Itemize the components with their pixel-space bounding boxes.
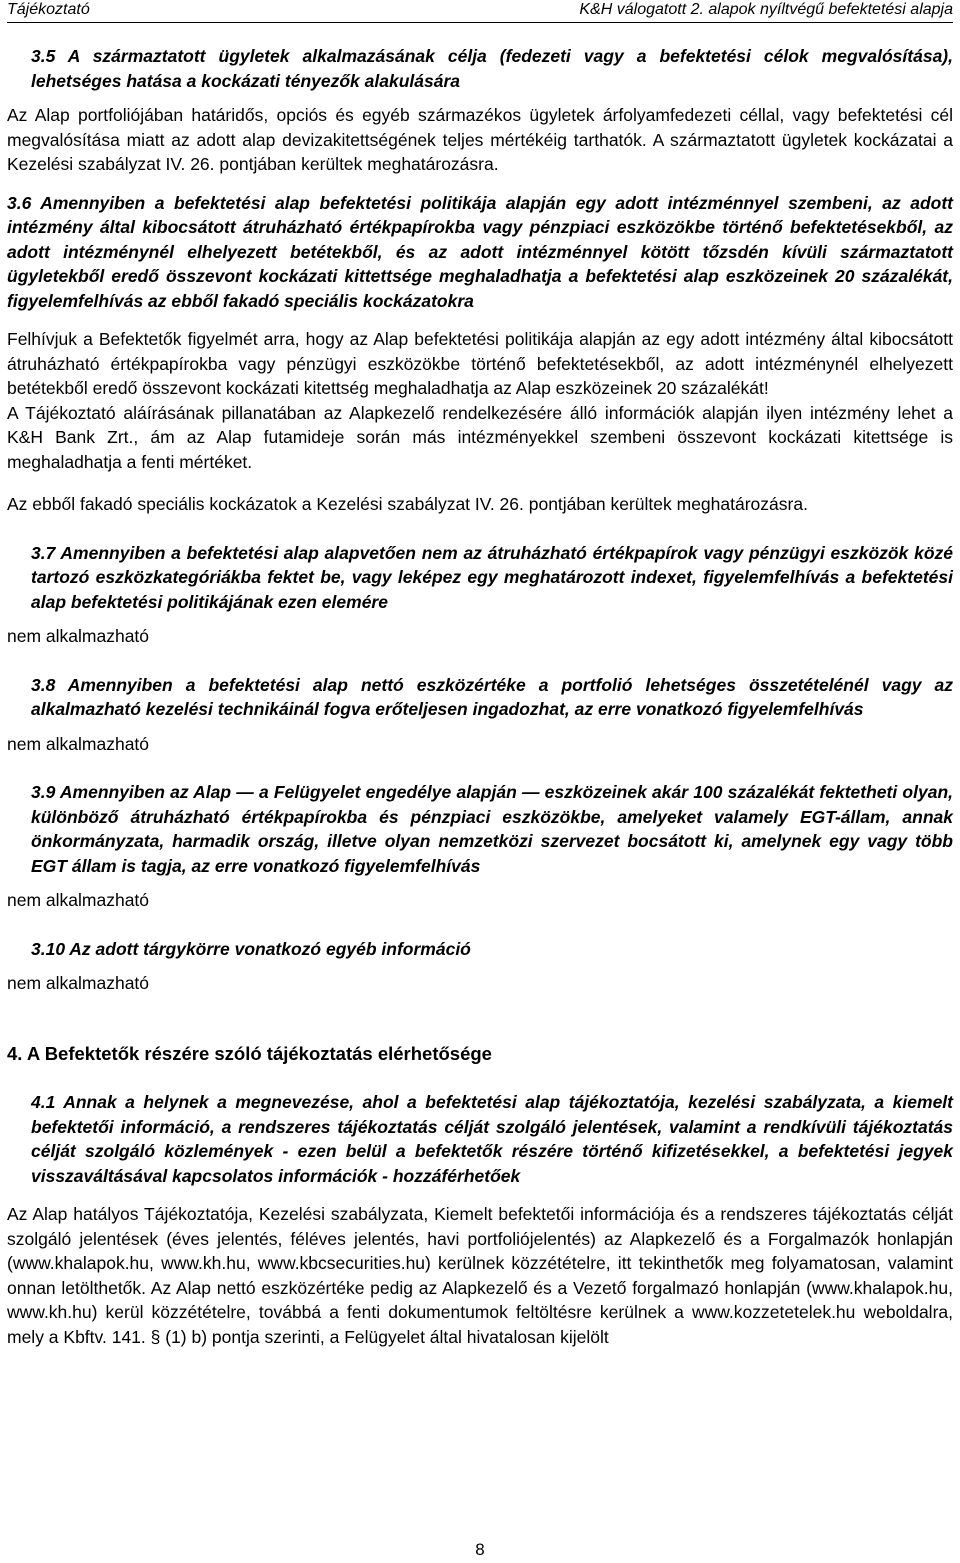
section-3-6-paragraph-2: A Tájékoztató aláírásának pillanatában az Alapkezelő rendelkezésére álló információk alapján ilyen intézmény lehet a K&H Bank Zrt., ám az Alap futamideje során más intézményekkel szembeni összevont kockázati kitettsége is meghaladhatja a fenti mértéket. <box>7 402 953 472</box>
section-3-8-heading: 3.8 Amennyiben a befektetési alap nettó eszközértéke a portfolió lehetséges összetételénél vagy az alkalmazható kezelési technikáinál fogva erőteljesen ingadozhat, az erre vonatkozó figyelemfelhívás <box>31 674 953 719</box>
page-header <box>7 0 953 23</box>
header-left-title: Tájékoztató <box>7 1 90 18</box>
section-3-10-body: nem alkalmazható <box>7 973 150 993</box>
section-4-1-heading: 4.1 Annak a helynek a megnevezése, ahol a befektetési alap tájékoztatója, kezelési szabályzata, a kiemelt befektetői információ, a rendszeres tájékoztatás célját szolgáló jelentések, valamint a rendkívüli tájékoztatás célját szolgáló közlemények - ezen belül a befektetők részére történő kifizetésekkel, a befektetési jegyek visszaváltásával kapcsolatos információk - hozzáférhetőek <box>31 1092 953 1186</box>
page-number: 8 <box>475 1540 485 1559</box>
document-body <box>7 44 953 1349</box>
section-3-6-heading: 3.6 Amennyiben a befektetési alap befektetési politikája alapján egy adott intézménnyel szembeni, az adott intézmény által kibocsátott átruházható értékpapírokba vagy pénzpiaci eszközökbe történő befektetésekből, az adott intézménynél elhelyezett betétekből, és az adott intézménnyel kötött tőzsdén kívüli származtatott ügyletekből eredő összevont kockázati kittettsége meghaladhatja a befektetési alap eszközeinek 20 százalékát, figyelemfelhívás az ebből fakadó speciális kockázatokra <box>7 192 953 311</box>
section-3-5-body: Az Alap portfoliójában határidős, opciós és egyéb származékos ügyletek árfolyamfedezeti céllal, vagy befektetési cél megvalósítása miatt az adott alap devizakitettségének teljes mértékéig tarthatók. A származtatott ügyletek kockázatai a Kezelési szabályzat IV. 26. pontjában kerültek meghatározásra. <box>7 105 953 174</box>
section-3-7-heading: 3.7 Amennyiben a befektetési alap alapvetően nem az átruházható értékpapírok vagy pénzügyi eszközök közé tartozó eszközkategóriákba fektet be, vagy leképez egy meghatározott indexet, figyelemfelhívás a befektetési alap befektetési politikájának ezen elemére <box>31 542 953 612</box>
section-3-7-body: nem alkalmazható <box>7 626 150 646</box>
section-3-9-heading: 3.9 Amennyiben az Alap — a Felügyelet engedélye alapján — eszközeinek akár 100 százalékát fektetheti olyan, különböző átruházható értékpapírokba és pénzpiaci eszközökbe, amelyeket valamely EGT-állam, annak önkormányzata, harmadik ország, illetve olyan nemzetközi szervezet bocsátott ki, amelynek egy vagy több EGT állam is tagja, az erre vonatkozó figyelemfelhívás <box>31 782 953 876</box>
section-3-5-heading: 3.5 A származtatott ügyletek alkalmazásának célja (fedezeti vagy a befektetési célok megvalósítása), lehetséges hatása a kockázati tényezők alakulására <box>31 46 953 91</box>
header-right-title: K&H válogatott 2. alapok nyíltvégű befektetési alapja <box>579 1 953 18</box>
section-4-1-body: Az Alap hatályos Tájékoztatója, Kezelési szabályzata, Kiemelt befektetői információja és a rendszeres tájékoztatás célját szolgáló jelentések (éves jelentés, féléves jelentés, havi portfoliójelentés) az Alapkezelő és a Forgalmazók honlapján (www.khalapok.hu, www.kh.hu, www.kbcsecurities.hu) kerülnek közzétételre, itt tekinthetők meg folyamatosan, valamint onnan letölthetők. Az Alap nettó eszközértéke pedig az Alapkezelő és a Vezető forgalmazó honlapján (www.khalapok.hu, www.kh.hu) kerül közzétételre, továbbá a fenti dokumentumok feltöltésre kerülnek a www.kozzetetelek.hu weboldalra, mely a Kbftv. 141. § (1) b) pontja szerinti, a Felügyelet által hivatalosan kijelölt <box>7 1204 953 1347</box>
section-3-10-heading: 3.10 Az adott tárgykörre vonatkozó egyéb információ <box>31 938 471 959</box>
section-3-6-paragraph-1: Felhívjuk a Befektetők figyelmét arra, hogy az Alap befektetési politikája alapján az egy adott intézmény által kibocsátott átruházható értékpapírokba vagy pénzügyi eszközökbe történő befektetésekből, az adott intézménynél elhelyezett betétekből eredő összevont kockázati kitettség meghaladhatja az Alap eszközeinek 20 százalékát! <box>7 329 953 398</box>
section-3-8-body: nem alkalmazható <box>7 733 150 754</box>
section-3-9-body: nem alkalmazható <box>7 890 150 910</box>
section-3-6-paragraph-3: Az ebből fakadó speciális kockázatok a Kezelési szabályzat IV. 26. pontjában kerültek meghatározásra. <box>7 494 808 514</box>
section-4-heading: 4. A Befektetők részére szóló tájékoztatás elérhetősége <box>7 1042 492 1064</box>
